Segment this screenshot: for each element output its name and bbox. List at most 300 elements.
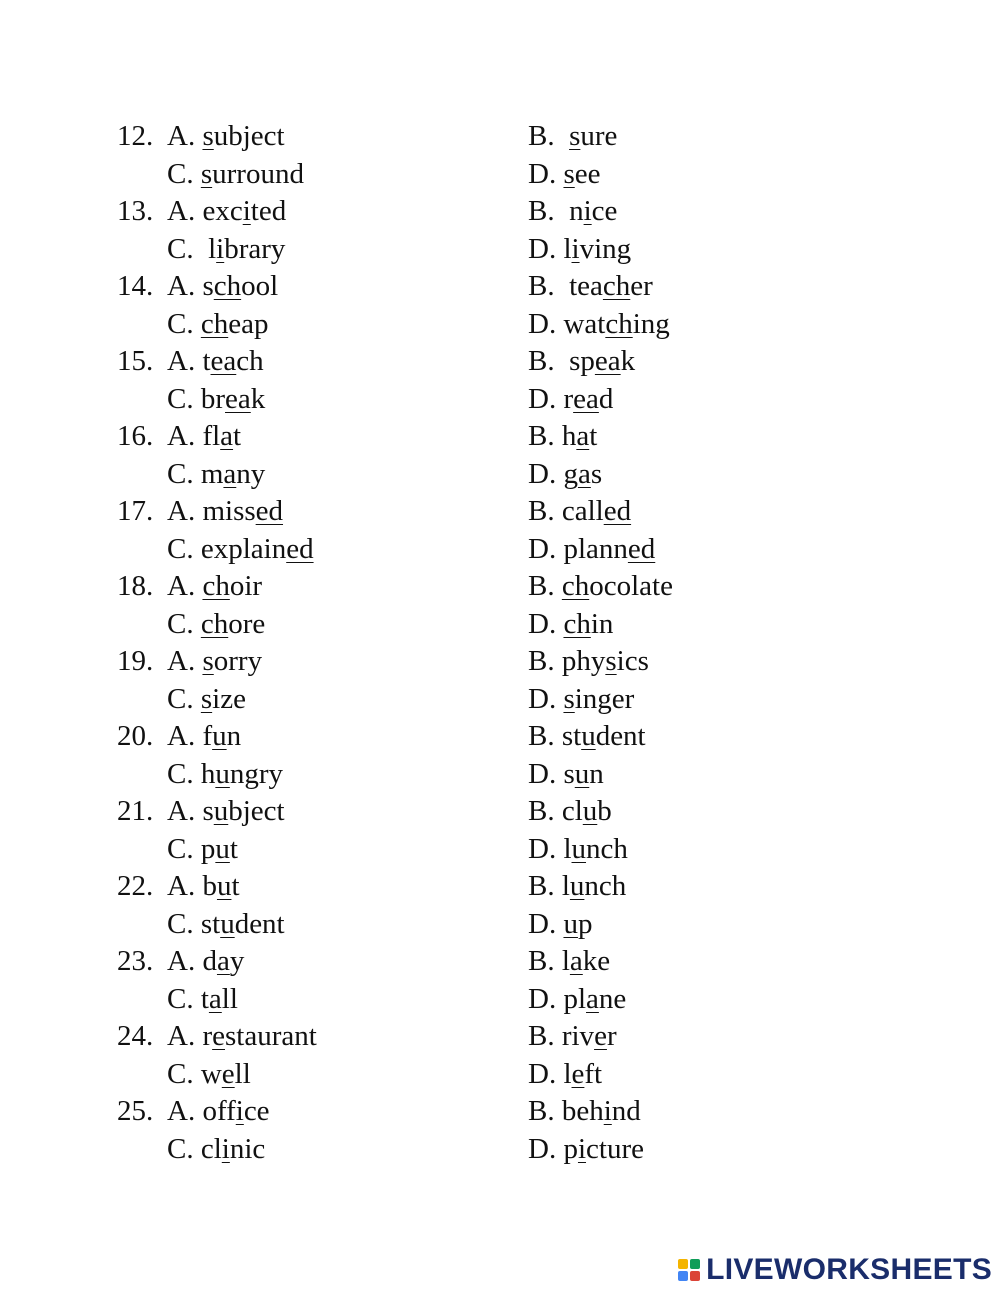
word-prefix: beh [561,1095,604,1127]
word-suffix: nd [611,1095,641,1127]
word-suffix: bject [228,795,285,827]
word-suffix: ce [243,1095,270,1127]
word-prefix: miss [202,495,256,527]
underlined-sound: u [220,907,235,940]
word-suffix: t [589,420,598,452]
answer-option [528,456,602,494]
answer-option [167,568,262,606]
answer-option [167,868,240,906]
logo-square-icon [690,1259,700,1269]
word-suffix: ics [616,645,649,677]
option-label: A. [167,270,196,302]
word-suffix: eap [228,307,269,340]
answer-option [167,306,268,344]
underlined-sound: u [215,832,230,865]
underlined-sound: a [576,420,590,452]
question-line [0,1093,1000,1131]
question-number: 20. [117,720,154,752]
option-label: C. [167,682,194,715]
answer-option [528,831,628,869]
answer-option [528,193,617,231]
answer-option [528,381,613,419]
word-suffix: brary [224,232,286,265]
word-prefix: t [200,982,209,1015]
answer-option [528,868,626,906]
answer-option [528,231,631,269]
word-prefix: cl [561,795,583,827]
underlined-sound: u [571,832,587,865]
answer-option [528,793,612,831]
word-suffix: s [590,457,603,490]
question-line [0,381,1000,419]
underlined-sound: ed [627,532,656,565]
word-prefix: fl [202,420,221,452]
option-label: D. [528,382,557,415]
word-suffix: ocolate [589,570,673,602]
question-line [0,231,1000,269]
question-line [0,756,1000,794]
word-prefix: r [563,382,574,415]
word-prefix: b [202,870,217,902]
question-number: 16. [117,420,154,452]
answer-option [528,531,655,569]
answer-option [528,643,649,681]
word-suffix: ing [632,307,670,340]
underlined-sound: u [212,720,227,752]
word-suffix: n [226,720,242,752]
question-line [0,643,1000,681]
question-number: 14. [117,270,154,302]
word-prefix: l [563,232,572,265]
option-label: D. [528,907,557,940]
question-line [0,193,1000,231]
answer-option [528,418,597,456]
answer-option [528,906,592,944]
word-prefix: t [202,345,211,377]
question-line [0,118,1000,156]
underlined-sound: ea [594,345,621,377]
word-suffix: y [229,945,245,977]
logo-mark-icon [678,1259,700,1281]
underlined-sound: ea [225,382,251,415]
underlined-sound: s [563,157,575,190]
option-label: C. [167,982,194,1015]
answer-option [167,456,265,494]
underlined-sound: u [574,757,590,790]
option-label: B. [528,945,555,977]
question-line [0,493,1000,531]
word-prefix: explain [200,532,287,565]
word-suffix: t [231,870,240,902]
option-label: C. [167,457,194,490]
option-label: C. [167,757,194,790]
question-line [0,268,1000,306]
question-line [0,531,1000,569]
option-label: C. [167,307,194,340]
answer-option [167,193,286,231]
word-prefix: m [200,457,224,490]
answer-option [167,718,241,756]
answer-option [167,756,283,794]
underlined-sound: ch [213,270,242,302]
answer-option [167,343,264,381]
question-line [0,306,1000,344]
underlined-sound: ch [563,607,591,640]
option-label: D. [528,982,557,1015]
question-number: 12. [117,120,154,152]
underlined-sound: ea [573,382,599,415]
answer-option [167,681,246,719]
underlined-sound: a [586,982,599,1015]
option-label: B. [528,195,555,227]
option-label: B. [528,495,555,527]
word-prefix: l [200,232,217,265]
option-label: B. [528,420,555,452]
answer-option [528,1093,641,1131]
question-number: 13. [117,195,154,227]
question-number: 15. [117,345,154,377]
word-prefix: s [202,795,214,827]
underlined-sound: i [577,1132,587,1165]
question-number: 23. [117,945,154,977]
underlined-sound: s [202,645,214,677]
word-suffix: ubject [213,120,285,152]
word-suffix: cture [586,1132,644,1165]
answer-option [528,156,601,194]
option-label: C. [167,532,194,565]
option-label: A. [167,1020,196,1052]
answer-option [528,343,635,381]
underlined-sound: a [216,945,230,977]
word-prefix: g [563,457,578,490]
answer-option [528,1056,602,1094]
underlined-sound: ed [286,532,314,565]
underlined-sound: ch [200,607,229,640]
question-line [0,156,1000,194]
word-suffix: urround [212,157,304,190]
word-prefix: phy [561,645,606,677]
word-prefix: h [561,420,577,452]
option-label: C. [167,232,194,265]
word-prefix: w [200,1057,222,1090]
answer-option [167,831,238,869]
answer-option [167,418,241,456]
underlined-sound: i [221,1132,230,1165]
word-prefix: exc [202,195,243,227]
option-label: D. [528,457,557,490]
underlined-sound: e [212,1020,225,1052]
word-prefix: n [561,195,584,227]
word-prefix: pl [563,982,587,1015]
option-label: B. [528,1020,555,1052]
word-suffix: ool [241,270,279,302]
option-label: C. [167,832,194,865]
option-label: B. [528,870,555,902]
answer-option [167,643,262,681]
question-line [0,943,1000,981]
answer-option [528,606,613,644]
option-label: A. [167,345,196,377]
underlined-sound: s [202,120,214,152]
answer-option [167,1093,270,1131]
word-suffix: ore [228,607,266,640]
question-line [0,868,1000,906]
question-line [0,456,1000,494]
word-suffix: ll [221,982,238,1015]
option-label: D. [528,232,557,265]
answer-option [167,493,283,531]
underlined-sound: e [571,1057,585,1090]
underlined-sound: u [213,795,229,827]
underlined-sound: u [581,720,596,752]
underlined-sound: u [563,907,578,940]
underlined-sound: e [594,1020,607,1052]
option-label: B. [528,645,555,677]
word-suffix: in [590,607,614,640]
word-prefix: sp [561,345,595,377]
word-prefix: l [561,945,570,977]
question-number: 17. [117,495,154,527]
answer-option [528,493,631,531]
answer-option [528,1018,617,1056]
word-suffix: ngry [229,757,284,790]
word-suffix: d [598,382,614,415]
option-label: D. [528,157,557,190]
word-prefix: s [202,270,214,302]
option-label: D. [528,1132,557,1165]
word-prefix: riv [561,1020,595,1052]
question-number: 19. [117,645,154,677]
underlined-sound: a [208,982,222,1015]
word-prefix: call [561,495,604,527]
option-label: D. [528,1057,557,1090]
answer-option [167,1056,251,1094]
option-label: D. [528,307,557,340]
word-prefix: d [202,945,217,977]
option-label: B. [528,795,555,827]
option-label: C. [167,1132,194,1165]
question-number: 18. [117,570,154,602]
option-label: C. [167,157,194,190]
option-label: A. [167,645,196,677]
word-prefix: l [563,832,572,865]
answer-option [528,718,646,756]
question-line [0,681,1000,719]
word-suffix: t [233,420,242,452]
answer-option [167,606,265,644]
underlined-sound: i [216,232,225,265]
word-prefix: st [561,720,582,752]
word-suffix: staurant [225,1020,317,1052]
word-suffix: ee [574,157,601,190]
word-suffix: ize [212,682,246,715]
answer-option [528,1131,644,1169]
word-suffix: er [630,270,653,302]
answer-option [167,156,304,194]
word-suffix: k [250,382,266,415]
answer-option [167,118,285,156]
word-suffix: nch [584,870,627,902]
word-prefix: s [563,757,575,790]
underlined-sound: u [216,870,232,902]
underlined-sound: s [569,120,581,152]
question-line [0,1131,1000,1169]
option-label: B. [528,570,555,602]
option-label: A. [167,195,196,227]
word-suffix: p [577,907,593,940]
underlined-sound: ch [561,570,590,602]
answer-option [167,906,285,944]
option-label: A. [167,420,196,452]
answer-option [528,681,634,719]
option-label: D. [528,607,557,640]
underlined-sound: u [569,870,585,902]
word-prefix: st [200,907,221,940]
question-line [0,418,1000,456]
logo-text: LIVEWORKSHEETS [706,1253,992,1286]
answer-option [167,381,265,419]
underlined-sound: ch [602,270,631,302]
option-label: C. [167,1057,194,1090]
underlined-sound: ed [603,495,632,527]
word-suffix: ll [234,1057,251,1090]
word-prefix: l [561,870,570,902]
option-label: A. [167,870,196,902]
option-label: A. [167,570,196,602]
option-label: A. [167,495,196,527]
underlined-sound: a [569,945,583,977]
word-suffix: ke [582,945,611,977]
underlined-sound: ch [202,570,230,602]
underlined-sound: u [215,757,230,790]
underlined-sound: ch [200,307,229,340]
answer-option [167,943,244,981]
answer-option [528,306,670,344]
option-label: D. [528,832,557,865]
question-line [0,906,1000,944]
question-number: 21. [117,795,154,827]
answer-option [167,268,278,306]
question-line [0,981,1000,1019]
word-suffix: b [597,795,612,827]
underlined-sound: e [221,1057,235,1090]
option-label: A. [167,795,196,827]
answer-option [528,981,626,1019]
underlined-sound: i [583,195,592,227]
liveworksheets-logo [678,1252,992,1288]
word-suffix: dent [595,720,646,752]
question-line [0,606,1000,644]
underlined-sound: a [220,420,234,452]
underlined-sound: i [603,1095,612,1127]
word-suffix: r [606,1020,617,1052]
answer-option [167,981,238,1019]
word-suffix: ft [584,1057,603,1090]
option-label: B. [528,720,555,752]
underlined-sound: ch [605,307,633,340]
word-suffix: nic [229,1132,266,1165]
word-prefix: r [202,1020,213,1052]
word-suffix: ving [579,232,632,265]
word-prefix: wat [563,307,606,340]
answer-option [528,943,610,981]
word-suffix: ce [591,195,618,227]
word-suffix: k [620,345,636,377]
word-prefix: f [202,720,213,752]
word-suffix: ch [236,345,264,377]
underlined-sound: a [577,457,591,490]
answer-option [167,531,314,569]
option-label: A. [167,1095,196,1127]
word-suffix: dent [234,907,285,940]
option-label: B. [528,1095,555,1127]
logo-square-icon [678,1259,688,1269]
option-label: B. [528,345,555,377]
underlined-sound: i [235,1095,244,1127]
word-suffix: orry [213,645,263,677]
word-suffix: ted [250,195,287,227]
word-prefix: off [202,1095,236,1127]
word-suffix: t [229,832,238,865]
word-prefix: p [200,832,216,865]
logo-square-icon [678,1271,688,1281]
underlined-sound: s [605,645,617,677]
word-suffix: ne [598,982,627,1015]
answer-option [167,1018,317,1056]
word-prefix: h [200,757,216,790]
logo-square-icon [690,1271,700,1281]
question-line [0,831,1000,869]
word-suffix: ure [580,120,618,152]
underlined-sound: s [563,682,575,715]
word-prefix: l [563,1057,572,1090]
answer-option [167,1131,265,1169]
underlined-sound: ea [210,345,237,377]
underlined-sound: i [242,195,251,227]
option-label: D. [528,757,557,790]
option-label: A. [167,120,196,152]
word-prefix: p [563,1132,578,1165]
answer-option [528,118,617,156]
question-line [0,568,1000,606]
option-label: B. [528,120,555,152]
word-suffix: inger [574,682,635,715]
question-line [0,1018,1000,1056]
word-prefix: cl [200,1132,222,1165]
question-line [0,343,1000,381]
option-label: C. [167,382,194,415]
answer-option [167,231,285,269]
word-suffix: oir [229,570,263,602]
word-suffix: ny [236,457,266,490]
underlined-sound: s [200,682,213,715]
answer-option [528,568,673,606]
answer-option [167,793,285,831]
option-label: A. [167,720,196,752]
word-prefix: br [200,382,226,415]
underlined-sound: i [571,232,580,265]
question-number: 22. [117,870,154,902]
underlined-sound: a [223,457,237,490]
option-label: A. [167,945,196,977]
option-label: C. [167,607,194,640]
underlined-sound: s [200,157,213,190]
word-suffix: nch [586,832,628,865]
word-prefix: plann [563,532,628,565]
word-prefix: tea [561,270,603,302]
question-number: 24. [117,1020,154,1052]
option-label: D. [528,682,557,715]
